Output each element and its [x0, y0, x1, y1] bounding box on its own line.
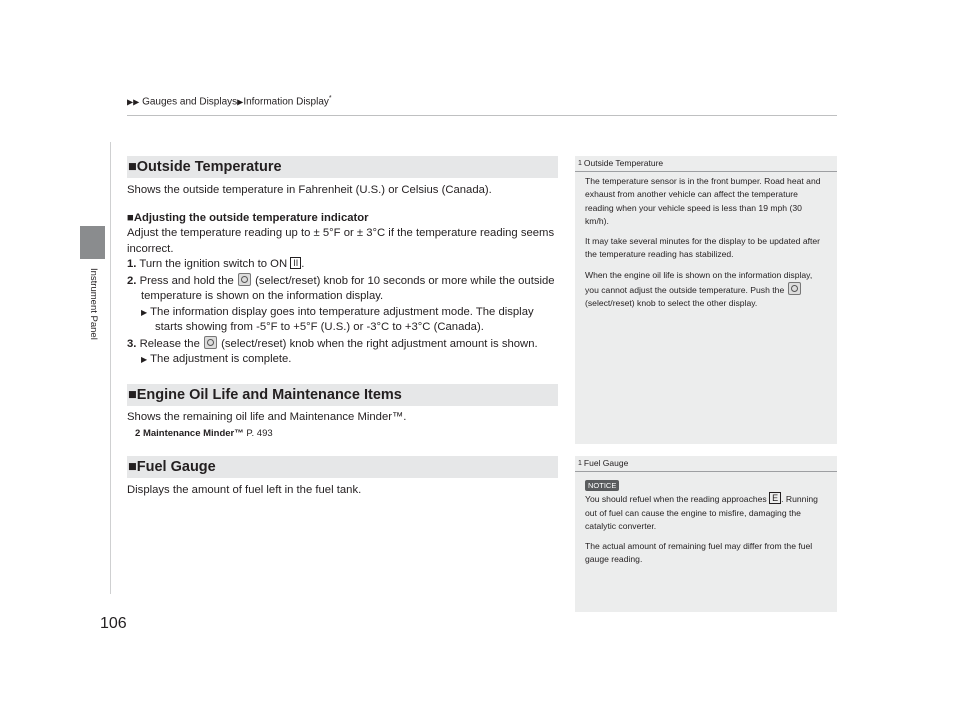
sidebar-outside-temperature: [575, 156, 837, 444]
breadcrumb-arrow-icon: ▶: [237, 97, 244, 107]
side-divider: [110, 142, 111, 594]
side-tab-label: Instrument Panel: [88, 268, 99, 340]
step-2-result: ▶ The information display goes into temperature adjustment mode. The display starts showing from -5°F to +5°F (U.S.) or -3°C to +3°C (Canada).: [141, 305, 534, 333]
empty-gauge-key: E: [769, 492, 781, 504]
breadcrumb-link-info-display[interactable]: Information Display: [243, 96, 329, 108]
ignition-on-key: II: [290, 257, 301, 269]
section-header-engine-oil-life: [127, 384, 558, 406]
sidebar-paragraph: You should refuel when the reading approaches E . Running out of fuel can cause the engine to misfire, damaging the catalytic converter.: [585, 493, 818, 531]
breadcrumb: [127, 95, 332, 107]
section-title: Fuel Gauge: [136, 459, 216, 475]
breadcrumb-arrow-icon: ▶: [127, 97, 134, 107]
step-3: 3. Release the (select/reset) knob when the right adjustment amount is shown.: [127, 337, 538, 350]
adjust-paragraph: Adjust the temperature reading up to ± 5°F or ± 3°C if the temperature reading seems incorrect.: [127, 227, 555, 255]
sidebar-paragraph: When the engine oil life is shown on the information display, you cannot adjust the outside temperature. Push the (select/reset) knob to select the other display.: [585, 269, 813, 309]
sidebar-paragraph: The temperature sensor is in the front bumper. Road heat and exhaust from another vehicle can affect the temperature reading when your vehicle speed is less than 19 mph (30 km/h).: [585, 176, 821, 226]
sidebar-paragraph: It may take several minutes for the display to be updated after the temperature reading has stabilized.: [585, 236, 821, 260]
notice-badge: NOTICE: [585, 480, 619, 491]
xref-icon: 2: [135, 427, 141, 439]
breadcrumb-arrow-icon: ▶: [133, 97, 140, 107]
oil-intro: Shows the remaining oil life and Maintenance Minder™.: [127, 411, 407, 423]
subheading: ■Adjusting the outside temperature indicator: [127, 211, 369, 224]
maintenance-minder-link[interactable]: 2 Maintenance Minder™ P. 493: [135, 427, 273, 439]
fuel-intro: Displays the amount of fuel left in the fuel tank.: [127, 484, 362, 496]
section-header-outside-temperature: [127, 156, 558, 178]
step-1: 1. Turn the ignition switch to ON II .: [127, 258, 305, 270]
section-title: Engine Oil Life and Maintenance Items: [136, 387, 402, 403]
sidebar-note-icon: 1: [578, 160, 582, 167]
sidebar-title: 1 Outside Temperature: [575, 156, 837, 172]
result-arrow-icon: ▶: [141, 355, 148, 364]
side-tab-marker: [80, 226, 105, 259]
section-square-icon: ■: [128, 459, 137, 475]
breadcrumb-link-gauges[interactable]: Gauges and Displays: [142, 96, 238, 108]
step-3-result: ▶ The adjustment is complete.: [141, 353, 292, 365]
step-2: 2. Press and hold the (select/reset) knob for 10 seconds or more while the outside temperature is shown on the information display.: [127, 274, 555, 302]
section-header-fuel-gauge: [127, 456, 558, 478]
select-reset-knob-icon: [238, 273, 251, 286]
footnote-mark: *: [328, 95, 332, 102]
page-number: 106: [100, 615, 127, 632]
engine-oil-body: [127, 410, 559, 441]
sidebar-fuel-gauge: [575, 456, 837, 612]
section-square-icon: ■: [128, 159, 137, 175]
select-reset-knob-icon: [788, 282, 801, 295]
sidebar-title: 1 Fuel Gauge: [575, 456, 837, 472]
header-rule: [127, 115, 837, 116]
result-arrow-icon: ▶: [141, 307, 148, 317]
outside-intro: Shows the outside temperature in Fahrenheit (U.S.) or Celsius (Canada).: [127, 184, 492, 196]
outside-temperature-body: [127, 183, 559, 368]
sidebar-note-icon: 1: [578, 460, 582, 467]
select-reset-knob-icon: [204, 336, 217, 349]
sidebar-paragraph: The actual amount of remaining fuel may differ from the fuel gauge reading.: [585, 541, 813, 565]
section-title: Outside Temperature: [136, 159, 282, 175]
fuel-gauge-body: [127, 483, 559, 499]
section-square-icon: ■: [128, 387, 137, 403]
